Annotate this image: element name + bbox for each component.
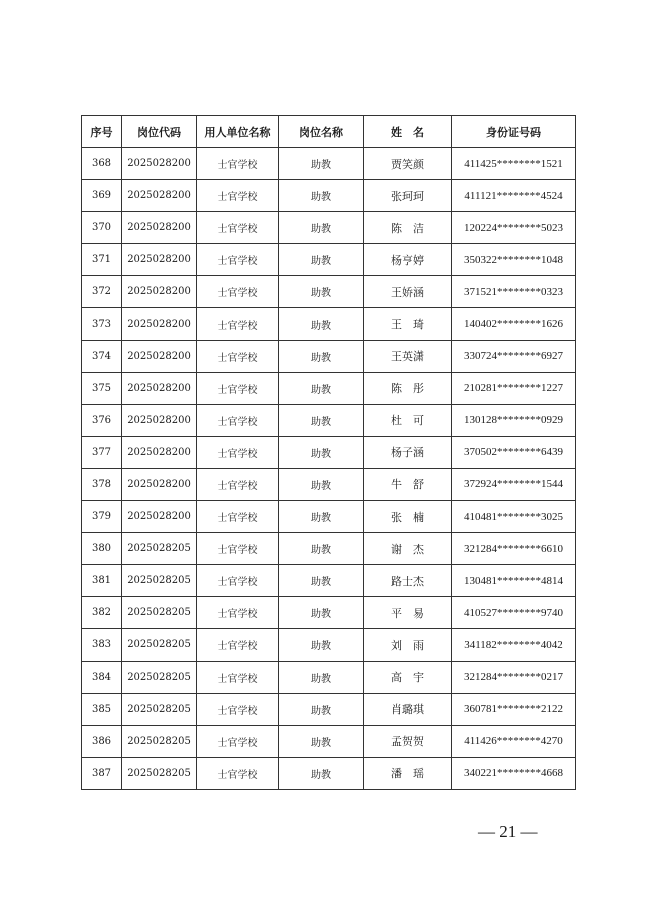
cell-post-name: 助教: [279, 180, 364, 212]
cell-post-code: 2025028205: [122, 661, 197, 693]
cell-seq: 375: [82, 372, 122, 404]
cell-name: 潘 瑶: [364, 757, 452, 789]
cell-id-number: 370502********6439: [452, 436, 576, 468]
table-row: [82, 565, 576, 597]
table-row: [82, 661, 576, 693]
table-row: [82, 725, 576, 757]
cell-post-name: 助教: [279, 629, 364, 661]
table-row: [82, 501, 576, 533]
cell-id-number: 210281********1227: [452, 372, 576, 404]
cell-post-name: 助教: [279, 661, 364, 693]
cell-id-number: 372924********1544: [452, 468, 576, 500]
cell-name: 王 琦: [364, 308, 452, 340]
cell-id-number: 410481********3025: [452, 501, 576, 533]
table-row: [82, 212, 576, 244]
table-row: [82, 372, 576, 404]
cell-employer: 士官学校: [197, 693, 279, 725]
table-row: [82, 276, 576, 308]
cell-post-code: 2025028200: [122, 372, 197, 404]
cell-post-code: 2025028200: [122, 244, 197, 276]
cell-post-code: 2025028205: [122, 533, 197, 565]
cell-id-number: 130128********0929: [452, 404, 576, 436]
table-row: [82, 757, 576, 789]
cell-name: 杨亨婷: [364, 244, 452, 276]
cell-post-code: 2025028205: [122, 757, 197, 789]
cell-employer: 士官学校: [197, 340, 279, 372]
cell-name: 牛 舒: [364, 468, 452, 500]
cell-id-number: 411121********4524: [452, 180, 576, 212]
cell-employer: 士官学校: [197, 757, 279, 789]
cell-post-name: 助教: [279, 340, 364, 372]
header-seq: 序号: [82, 116, 122, 148]
table-row: [82, 340, 576, 372]
cell-id-number: 341182********4042: [452, 629, 576, 661]
cell-post-name: 助教: [279, 533, 364, 565]
cell-post-name: 助教: [279, 725, 364, 757]
cell-post-code: 2025028205: [122, 693, 197, 725]
header-post-code: 岗位代码: [122, 116, 197, 148]
cell-post-code: 2025028205: [122, 597, 197, 629]
header-id-number: 身份证号码: [452, 116, 576, 148]
cell-employer: 士官学校: [197, 180, 279, 212]
cell-id-number: 330724********6927: [452, 340, 576, 372]
table-row: [82, 404, 576, 436]
cell-post-code: 2025028205: [122, 725, 197, 757]
table-row: [82, 693, 576, 725]
cell-employer: 士官学校: [197, 148, 279, 180]
cell-id-number: 321284********0217: [452, 661, 576, 693]
cell-post-name: 助教: [279, 436, 364, 468]
cell-name: 杜 可: [364, 404, 452, 436]
cell-post-code: 2025028200: [122, 340, 197, 372]
cell-name: 陈 彤: [364, 372, 452, 404]
cell-employer: 士官学校: [197, 372, 279, 404]
cell-post-name: 助教: [279, 276, 364, 308]
roster-table: [81, 115, 576, 790]
cell-id-number: 360781********2122: [452, 693, 576, 725]
table-row: [82, 308, 576, 340]
cell-name: 孟贺贺: [364, 725, 452, 757]
cell-name: 杨子涵: [364, 436, 452, 468]
table-row: [82, 244, 576, 276]
cell-seq: 378: [82, 468, 122, 500]
cell-post-name: 助教: [279, 372, 364, 404]
cell-employer: 士官学校: [197, 725, 279, 757]
cell-name: 贾笑颜: [364, 148, 452, 180]
page-number: — 21 —: [478, 822, 538, 841]
cell-post-name: 助教: [279, 212, 364, 244]
cell-employer: 士官学校: [197, 244, 279, 276]
cell-post-name: 助教: [279, 244, 364, 276]
cell-seq: 376: [82, 404, 122, 436]
cell-seq: 383: [82, 629, 122, 661]
table-row: [82, 180, 576, 212]
cell-id-number: 140402********1626: [452, 308, 576, 340]
cell-post-code: 2025028200: [122, 468, 197, 500]
table-header: [82, 116, 576, 148]
cell-post-name: 助教: [279, 501, 364, 533]
cell-seq: 385: [82, 693, 122, 725]
table-row: [82, 436, 576, 468]
cell-employer: 士官学校: [197, 501, 279, 533]
cell-post-name: 助教: [279, 468, 364, 500]
table-row: [82, 629, 576, 661]
cell-name: 高 宇: [364, 661, 452, 693]
table-row: [82, 148, 576, 180]
cell-post-code: 2025028200: [122, 436, 197, 468]
cell-seq: 386: [82, 725, 122, 757]
cell-post-code: 2025028200: [122, 148, 197, 180]
cell-id-number: 350322********1048: [452, 244, 576, 276]
header-name: 姓 名: [364, 116, 452, 148]
cell-employer: 士官学校: [197, 468, 279, 500]
cell-name: 王英潇: [364, 340, 452, 372]
header-employer: 用人单位名称: [197, 116, 279, 148]
cell-post-code: 2025028200: [122, 276, 197, 308]
cell-post-code: 2025028205: [122, 629, 197, 661]
cell-employer: 士官学校: [197, 436, 279, 468]
cell-seq: 380: [82, 533, 122, 565]
cell-id-number: 410527********9740: [452, 597, 576, 629]
cell-id-number: 130481********4814: [452, 565, 576, 597]
cell-name: 谢 杰: [364, 533, 452, 565]
cell-name: 张 楠: [364, 501, 452, 533]
cell-employer: 士官学校: [197, 212, 279, 244]
cell-name: 肖璐琪: [364, 693, 452, 725]
cell-seq: 384: [82, 661, 122, 693]
cell-employer: 士官学校: [197, 597, 279, 629]
cell-seq: 374: [82, 340, 122, 372]
cell-employer: 士官学校: [197, 404, 279, 436]
cell-id-number: 120224********5023: [452, 212, 576, 244]
cell-seq: 372: [82, 276, 122, 308]
cell-post-name: 助教: [279, 693, 364, 725]
cell-seq: 377: [82, 436, 122, 468]
cell-seq: 387: [82, 757, 122, 789]
cell-post-name: 助教: [279, 404, 364, 436]
cell-id-number: 371521********0323: [452, 276, 576, 308]
cell-post-name: 助教: [279, 757, 364, 789]
cell-post-code: 2025028200: [122, 501, 197, 533]
cell-id-number: 411426********4270: [452, 725, 576, 757]
cell-name: 张珂珂: [364, 180, 452, 212]
cell-employer: 士官学校: [197, 629, 279, 661]
cell-id-number: 340221********4668: [452, 757, 576, 789]
cell-seq: 379: [82, 501, 122, 533]
cell-seq: 371: [82, 244, 122, 276]
table-row: [82, 468, 576, 500]
cell-seq: 370: [82, 212, 122, 244]
cell-employer: 士官学校: [197, 661, 279, 693]
table-row: [82, 597, 576, 629]
cell-id-number: 411425********1521: [452, 148, 576, 180]
cell-id-number: 321284********6610: [452, 533, 576, 565]
cell-name: 刘 雨: [364, 629, 452, 661]
cell-seq: 373: [82, 308, 122, 340]
cell-seq: 369: [82, 180, 122, 212]
cell-employer: 士官学校: [197, 533, 279, 565]
cell-post-name: 助教: [279, 597, 364, 629]
cell-post-code: 2025028205: [122, 565, 197, 597]
cell-post-code: 2025028200: [122, 308, 197, 340]
header-row: [82, 116, 576, 148]
cell-post-name: 助教: [279, 148, 364, 180]
cell-name: 平 易: [364, 597, 452, 629]
cell-seq: 381: [82, 565, 122, 597]
cell-name: 王娇涵: [364, 276, 452, 308]
cell-employer: 士官学校: [197, 565, 279, 597]
cell-post-name: 助教: [279, 565, 364, 597]
cell-post-code: 2025028200: [122, 212, 197, 244]
header-post-name: 岗位名称: [279, 116, 364, 148]
cell-name: 陈 洁: [364, 212, 452, 244]
table-row: [82, 533, 576, 565]
cell-seq: 368: [82, 148, 122, 180]
cell-post-name: 助教: [279, 308, 364, 340]
cell-employer: 士官学校: [197, 276, 279, 308]
table-body: [82, 148, 576, 790]
cell-seq: 382: [82, 597, 122, 629]
cell-post-code: 2025028200: [122, 404, 197, 436]
cell-name: 路士杰: [364, 565, 452, 597]
cell-employer: 士官学校: [197, 308, 279, 340]
cell-post-code: 2025028200: [122, 180, 197, 212]
